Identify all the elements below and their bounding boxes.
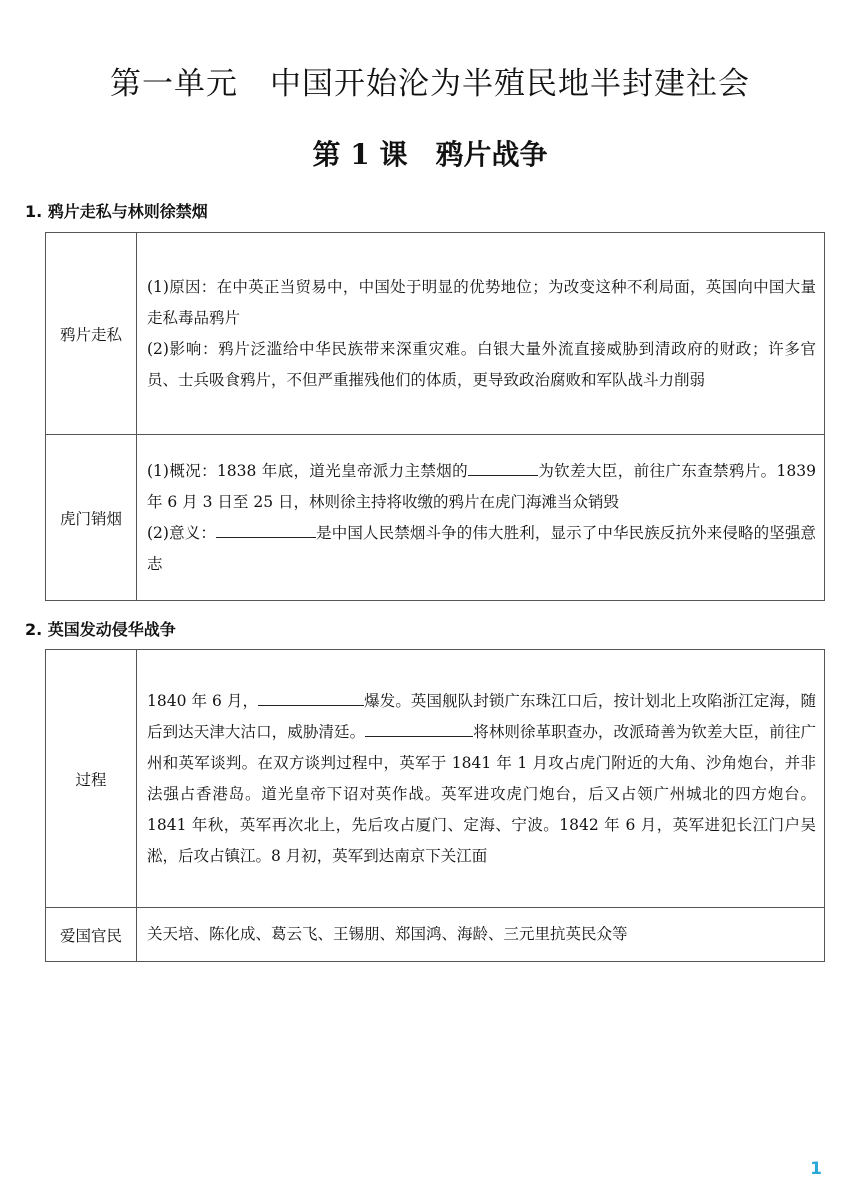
overview-text-after: 为钦差大臣，前往广东查禁鸦片。1839 年 6 月 3 日至 25 日，林则徐主持将收缴的鸦片在虎门海滩当众销毁	[147, 461, 816, 511]
table-row	[46, 435, 825, 601]
section-heading-british-invasion: 2. 英国发动侵华战争	[25, 620, 176, 639]
table-british-invasion	[45, 649, 825, 962]
significance-text-before: (2)意义：	[147, 523, 216, 542]
row-content-opium-smuggling	[137, 233, 825, 435]
process-text-part1: 1840 年 6 月，	[147, 691, 259, 710]
process-text-part3: 将林则徐革职查办，改派琦善为钦差大臣，前往广州和英军谈判。在双方谈判过程中，英军于 1841 年 1 月攻占虎门附近的大角、沙角炮台，并非法强占香港岛。道光皇帝下诏对英作战。英军进攻虎门炮台，后又占领广州城北的四方炮台。1841 年秋，英军再次北上，先后攻占厦门、定海、宁波。1842 年 6 月，英军进犯长江门户吴淞，后攻占镇江。8 月初，英军到达南京下关江面	[147, 722, 816, 865]
fill-blank[interactable]	[216, 519, 316, 538]
overview-text-before: (1)概况：1838 年底，道光皇帝派力主禁烟的	[147, 461, 469, 480]
table-row	[46, 233, 825, 435]
row-label-process: 过程	[46, 650, 137, 908]
lesson-title: 第 1 课 鸦片战争	[312, 138, 548, 171]
table-row	[46, 908, 825, 962]
unit-title: 第一单元 中国开始沦为半殖民地半封建社会	[110, 66, 750, 102]
table-row	[46, 650, 825, 908]
cause-text: (1)原因：在中英正当贸易中，中国处于明显的优势地位；为改变这种不利局面，英国向中国大量走私毒品鸦片	[147, 277, 816, 327]
significance-text-after: 是中国人民禁烟斗争的伟大胜利，显示了中华民族反抗外来侵略的坚强意志	[147, 523, 816, 573]
section-heading-opium-smuggling: 1. 鸦片走私与林则徐禁烟	[25, 202, 208, 221]
row-content-humen-destruction	[137, 435, 825, 601]
fill-blank[interactable]	[365, 718, 473, 737]
fill-blank[interactable]	[258, 687, 364, 706]
row-content-patriotic-people: 关天培、陈化成、葛云飞、王锡朋、郑国鸿、海龄、三元里抗英民众等	[137, 908, 825, 962]
row-content-process	[137, 650, 825, 908]
significance-text	[147, 518, 816, 580]
overview-text	[147, 456, 816, 518]
table-opium-smuggling-and-ban	[45, 232, 825, 601]
impact-text: (2)影响：鸦片泛滥给中华民族带来深重灾难。白银大量外流直接威胁到清政府的财政；许多官员、士兵吸食鸦片，不但严重摧残他们的体质，更导致政治腐败和军队战斗力削弱	[147, 339, 816, 389]
row-label-humen-destruction: 虎门销烟	[46, 435, 137, 601]
page-number: 1	[810, 1159, 822, 1179]
fill-blank[interactable]	[468, 457, 538, 476]
row-label-opium-smuggling: 鸦片走私	[46, 233, 137, 435]
process-text	[147, 686, 816, 872]
row-label-patriotic-people: 爱国官民	[46, 908, 137, 962]
process-text-part2: 爆发。英国舰队封锁广东珠江口后，按计划北上攻陷浙江定海，随后到达天津大沽口，威胁清廷。	[147, 691, 816, 741]
